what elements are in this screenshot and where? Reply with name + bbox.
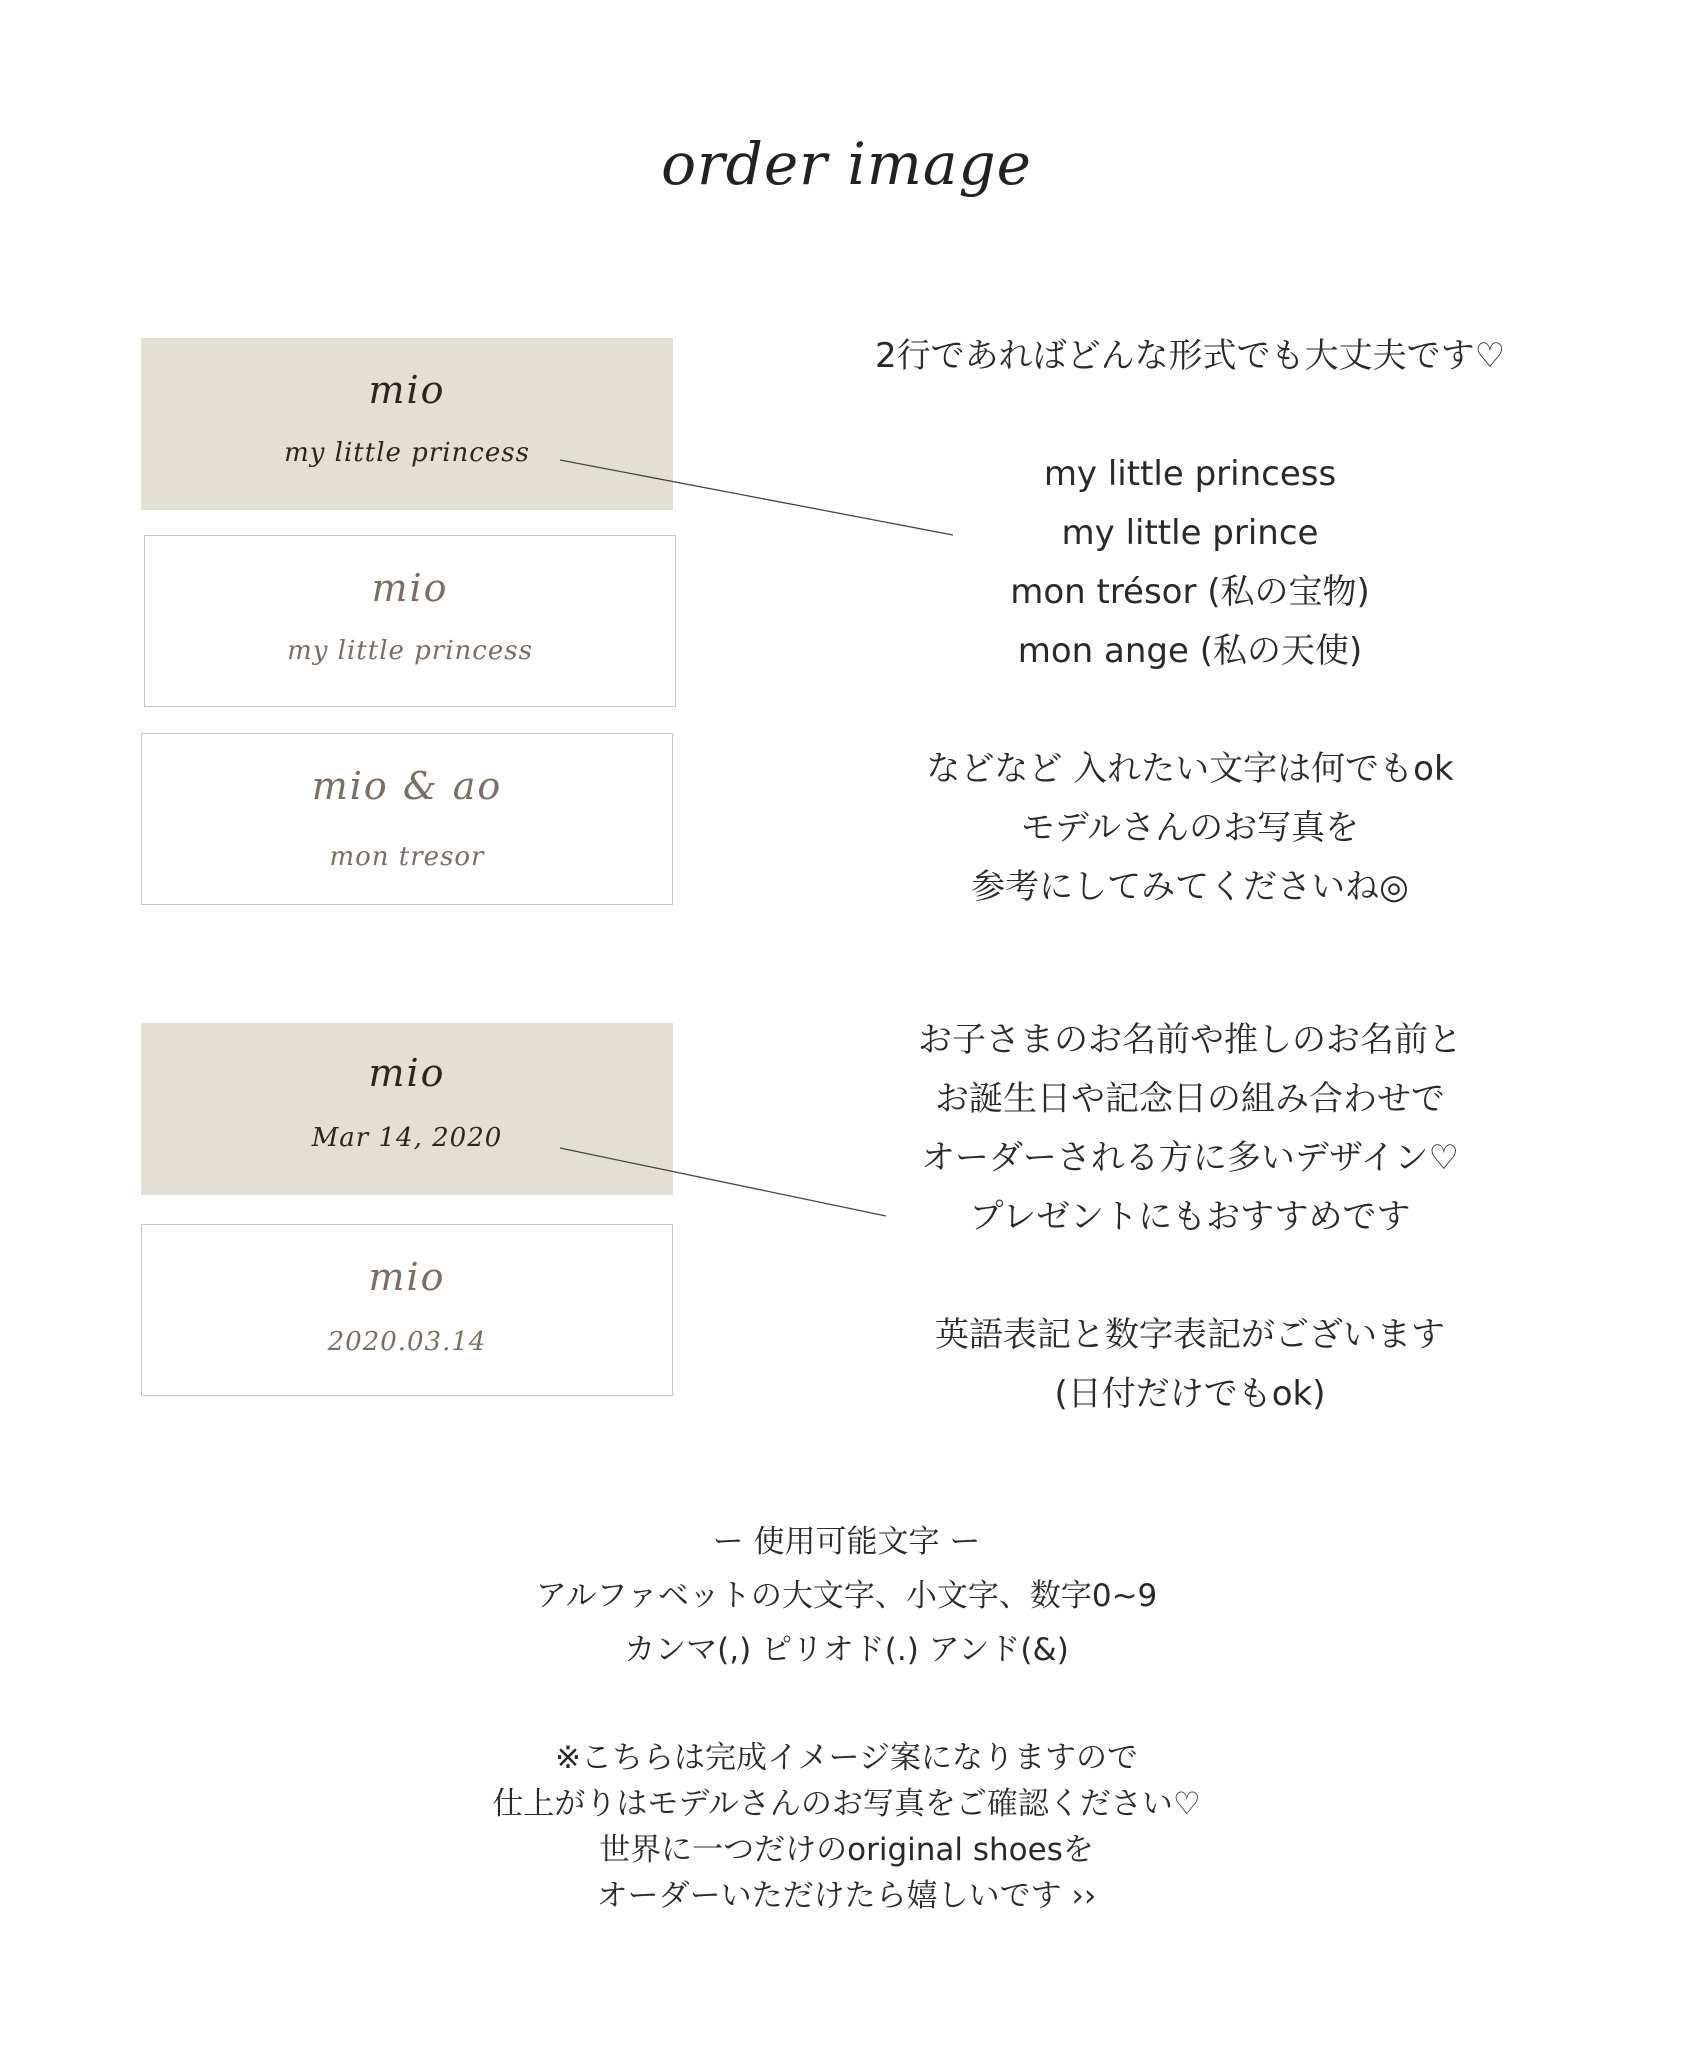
note-text: 英語表記と数字表記がございます [935, 1315, 1445, 1355]
card-date-text: 2020.03.14 [327, 1327, 487, 1357]
card-subtitle-text: mon tresor [329, 842, 485, 872]
closing-line: 世界に一つだけのoriginal shoesを [599, 1832, 1094, 1868]
description-text: お子さまのお名前や推しのお名前と [918, 1020, 1462, 1060]
closing-line: 仕上がりはモデルさんのお写真をご確認ください♡ [492, 1786, 1201, 1822]
note-text: モデルさんのお写真を [1020, 808, 1360, 848]
chars-heading: ー 使用可能文字 ー [712, 1524, 981, 1560]
note-text: などなど 入れたい文字は何でもok [926, 749, 1454, 789]
card-subtitle-text: my little princess [287, 636, 533, 666]
example-text: mon ange (私の天使) [1017, 631, 1363, 671]
card-name-text: mio [368, 1255, 446, 1299]
closing-line: ※こちらは完成イメージ案になりますので [554, 1740, 1139, 1776]
description-text: オーダーされる方に多いデザイン♡ [920, 1138, 1460, 1178]
note-text: 参考にしてみてくださいね◎ [971, 867, 1409, 907]
chars-line: カンマ(,) ピリオド(.) アンド(&) [624, 1632, 1069, 1668]
card-date-text: Mar 14, 2020 [311, 1123, 503, 1153]
format-intro-text: 2行であればどんな形式でも大丈夫です♡ [874, 336, 1506, 376]
card-subtitle-text: my little princess [284, 438, 530, 468]
page-title: order image [661, 130, 1032, 198]
description-text: プレゼントにもおすすめです [969, 1197, 1411, 1237]
available-chars [0, 1515, 1693, 1677]
closing-line: オーダーいただけたら嬉しいです ›› [596, 1878, 1097, 1914]
card-name-text: mio & ao [311, 764, 503, 808]
example-text: my little prince [1061, 513, 1319, 553]
example-text: my little princess [1043, 454, 1337, 494]
card-name-text: mio [371, 566, 449, 610]
card-name-text: mio [368, 368, 446, 412]
section1-text [760, 327, 1620, 917]
example-text: mon trésor (私の宝物) [1010, 572, 1370, 612]
chars-line: アルファベットの大文字、小文字、数字0~9 [535, 1578, 1158, 1614]
description-text: お誕生日や記念日の組み合わせで [935, 1079, 1445, 1119]
card-name-text: mio [368, 1051, 446, 1095]
note-text: (日付だけでもok) [1054, 1374, 1326, 1414]
closing-notes [0, 1735, 1693, 1919]
section2-text [760, 1011, 1620, 1424]
